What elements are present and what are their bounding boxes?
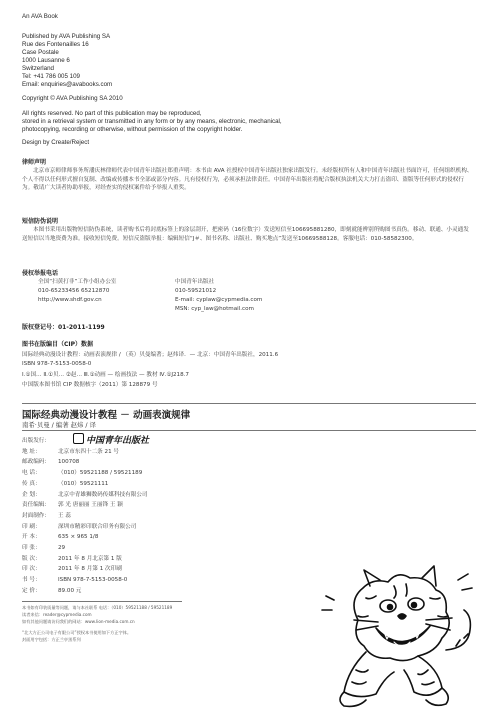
- footer-note: 本书如有印装质量等问题，请与本社联系 电话：（010）59521188 / 59521189: [22, 605, 173, 610]
- detail-value: ISBN 978-7-5153-0058-0: [58, 577, 128, 584]
- detail-row: [22, 564, 122, 572]
- detail-value: 29: [58, 545, 66, 551]
- detail-label: 传 真：: [22, 480, 41, 487]
- cip-heading: 图书在版编目（CIP）数据: [22, 341, 94, 348]
- header-line: Tel: +41 786 005 109: [22, 73, 80, 80]
- cip-line: ISBN 978-7-5153-0058-0: [22, 361, 92, 367]
- footer-note: “北大方正公司电子有限公司”授权本书使用如下方正字体。: [22, 630, 132, 635]
- detail-value: （010）59521111: [58, 480, 109, 487]
- legal-paragraph: 北京市京师律师事务所潘庆林律师代表中国青年出版社郑重声明：本书由 AVA 社授权中国青年出版社独家出版发行。未经版权所有人和中国青年出版社书面许可，任何组织机构、个人不得以任何形式擅自复制、改编或传播本书全部或部分内容。凡有侵权行为，必须承担法律责任。中国青年出版社将配合版权执法机关大力打击盗印、盗版等任何形式的侵权行为。敬请广大读者协助举报，对经查实的侵权案件给予举报人重奖。: [22, 168, 473, 192]
- detail-value: （010）59521188 / 59521189: [58, 470, 143, 477]
- header-line: Case Postale: [22, 49, 59, 56]
- detail-row: [22, 479, 108, 487]
- header-line: 1000 Lausanne 6: [22, 57, 70, 64]
- footer-note: 读者来信：reader@cypmedia.com: [22, 612, 92, 617]
- detail-label: 印 刷：: [22, 523, 41, 530]
- detail-value: 北京市东四十二条 21 号: [58, 448, 120, 455]
- report-left-line: http://www.shdf.gov.cn: [38, 297, 102, 303]
- detail-label: 企 划：: [22, 491, 41, 498]
- publisher-logo: [73, 433, 149, 446]
- detail-value: 100708: [58, 459, 80, 466]
- cip-line: Ⅰ.①国… Ⅱ.①贝… ②赵… Ⅲ.①动画 — 绘画技法 — 教材 Ⅳ.①J218.7: [22, 372, 189, 378]
- report-right-line: MSN: cyp_law@hotmail.com: [175, 306, 254, 312]
- report-left-line: 全国“扫黄打非”工作小组办公室: [38, 279, 117, 285]
- publisher-emblem-icon: [73, 433, 84, 444]
- header-line: Rue des Fontenailles 16: [22, 41, 89, 48]
- detail-row: [22, 586, 81, 594]
- detail-label: 开 本：: [22, 534, 41, 541]
- detail-value: 北京中青雄狮数码传媒科技有限公司: [58, 491, 148, 498]
- detail-label: 邮政编码：: [22, 459, 50, 466]
- footer-note: 封面用字包括：方正兰亭黑系列: [22, 637, 81, 642]
- detail-label: 书 号：: [22, 577, 41, 584]
- detail-row: [22, 532, 98, 540]
- cip-line: 国际经典动漫设计教程：动画表演规律 / （英）贝曼编著；赵炜译．— 北京：中国青年出版社，2011.6: [22, 352, 279, 358]
- report-left-line: 010-65233456 65212870: [38, 288, 110, 294]
- detail-value: 王 蕊: [58, 512, 71, 519]
- report-right-line: 010-59521012: [175, 288, 217, 294]
- detail-row: [22, 575, 127, 583]
- legal-heading: 律师声明: [22, 159, 47, 166]
- report-right-line: 中国青年出版社: [175, 279, 215, 285]
- detail-row: [22, 511, 71, 519]
- divider: [22, 430, 476, 431]
- detail-row: [22, 522, 136, 530]
- detail-row: [22, 457, 79, 465]
- rights-line: All rights reserved. No part of this publication may be reproduced,: [22, 110, 202, 117]
- detail-value: 635 × 965 1/8: [58, 534, 99, 541]
- book-authors: 南希·贝曼 / 编著 赵炜 / 译: [22, 421, 97, 429]
- anti-piracy-paragraph: 本图书采用出版物短信防伪系统，读者购书后将封底标签上的涂层刮开，把密码（16位数字）发送短信至106695881280，即刻就能辨别所购图书真伪。移动、联通、小灵通发送短信以当地资费为准。接收短信免费。短信反盗版举报：编辑短信“J＃、图书名称、出版社、购买地点”发送至10669588128。客服电话：010-58582300。: [22, 227, 469, 242]
- tiger-illustration: [318, 560, 478, 710]
- header-line: Switzerland: [22, 65, 54, 72]
- header-line: Published by AVA Publishing SA: [22, 33, 111, 40]
- detail-label: 版 次：: [22, 555, 41, 562]
- book-title: 国际经典动漫设计教程 － 动画表演规律: [22, 410, 191, 421]
- footer-note: 如有其他问题请访问我们的网站：www.lion-media.com.cn: [22, 619, 135, 624]
- copyright-line: Copyright © AVA Publishing SA 2010: [22, 95, 123, 102]
- report-right-line: E-mail: cyplaw@cypmedia.com: [175, 297, 263, 303]
- detail-value: 2011 年 8 月北京第 1 版: [58, 555, 122, 562]
- divider: [22, 601, 182, 602]
- detail-label: 责任编辑：: [22, 502, 50, 509]
- detail-value: 89.00 元: [58, 587, 82, 594]
- divider: [22, 403, 476, 404]
- registration-number: 版权登记号：01-2011-1199: [22, 324, 105, 331]
- detail-row: [22, 554, 122, 562]
- report-heading: 侵权举报电话: [22, 270, 59, 277]
- detail-row: [22, 543, 65, 551]
- detail-label: 印 张：: [22, 545, 41, 551]
- detail-label: 封面制作：: [22, 512, 50, 519]
- detail-value: 2011 年 8 月第 1 次印刷: [58, 566, 122, 573]
- detail-row: [22, 500, 123, 508]
- detail-label: 定 价：: [22, 587, 41, 594]
- detail-row: [22, 468, 142, 476]
- design-credit: Design by Create/Reject: [22, 139, 90, 146]
- detail-row: [22, 490, 148, 498]
- detail-label: 印 次：: [22, 566, 41, 573]
- rights-line: stored in a retrieval system or transmitted in any form or by any means, electronic, mechanical,: [22, 118, 282, 125]
- rights-line: photocopying, recording or otherwise, without permission of the copyright holder.: [22, 126, 243, 133]
- detail-label: 电 话：: [22, 470, 41, 477]
- detail-row: [22, 436, 58, 444]
- publisher-logo-text: 中国青年出版社: [86, 436, 150, 446]
- header-line: Email: enquiries@avabooks.com: [22, 81, 113, 88]
- detail-row: [22, 447, 119, 455]
- cip-line: 中国版本图书馆 CIP 数据核字（2011）第 128879 号: [22, 382, 158, 388]
- detail-value: 郭 光 唐丽丽 王丽锋 王 颖: [58, 502, 123, 509]
- header-line: An AVA Book: [22, 13, 58, 20]
- detail-label: 地 址：: [22, 448, 41, 455]
- detail-value: 深圳市精彩印联合印务有限公司: [58, 523, 137, 530]
- detail-label: 出版发行：: [22, 438, 50, 444]
- anti-piracy-heading: 短信防伪说明: [22, 218, 59, 225]
